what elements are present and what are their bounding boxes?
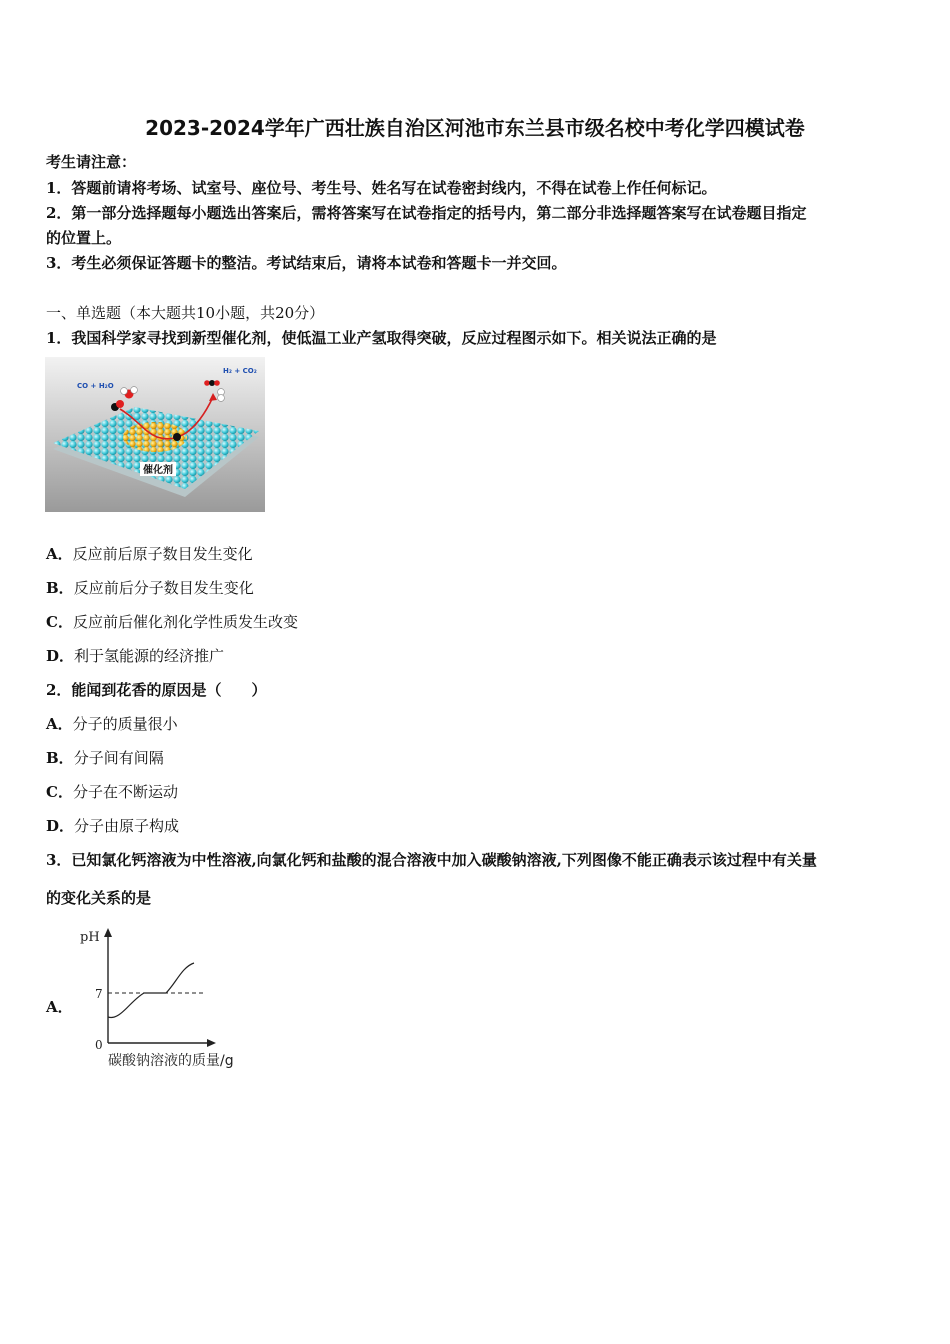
question-1-option-a[interactable]: [46, 543, 253, 564]
question-2-option-b[interactable]: [46, 747, 164, 768]
notice-item: 1．答题前请将考场、试室号、座位号、考生号、姓名写在试卷密封线内，不得在试卷上作任何标记。: [46, 179, 717, 197]
x-axis-arrow-icon: [207, 1039, 216, 1047]
question-3-stem-continued: 的变化关系的是: [46, 889, 152, 907]
option-text: 分子间有间隔: [73, 749, 164, 767]
oxygen-atom: [116, 400, 124, 408]
option-label: C．: [46, 783, 73, 801]
question-1-option-c[interactable]: [46, 611, 298, 632]
page-title: 2023-2024学年广西壮族自治区河池市东兰县市级名校中考化学四模试卷: [145, 116, 805, 140]
option-text: 分子由原子构成: [74, 817, 180, 835]
origin-label: 0: [95, 1038, 103, 1052]
option-label: A．: [46, 715, 73, 733]
option-text: 利于氢能源的经济推广: [74, 647, 225, 665]
reactants-label: CO + H₂O: [77, 382, 114, 390]
option-text: 分子的质量很小: [72, 715, 178, 733]
carbon-atom: [173, 433, 181, 441]
question-2-option-d[interactable]: [46, 815, 179, 836]
question-3-option-a-label[interactable]: A．: [46, 998, 73, 1016]
option-text: 反应前后分子数目发生变化: [73, 579, 254, 597]
hydrogen-atom: [218, 395, 225, 402]
option-text: 反应前后原子数目发生变化: [72, 545, 253, 563]
ph-curve: [108, 963, 194, 1018]
option-text: 分子在不断运动: [72, 783, 178, 801]
question-2-stem: 2．能闻到花香的原因是（ ）: [46, 681, 267, 699]
option-label: B．: [46, 579, 74, 597]
option-label: D．: [46, 817, 75, 835]
hydrogen-atom: [121, 388, 128, 395]
notice-item: 2．第一部分选择题每小题选出答案后，需将答案写在试卷指定的括号内，第二部分非选择题答案写在试卷题目指定: [46, 204, 807, 222]
option-label: A．: [46, 545, 73, 563]
ph-graph: [78, 925, 278, 1075]
oxygen-atom: [214, 380, 220, 386]
option-label: B．: [46, 749, 74, 767]
y-axis-arrow-icon: [104, 928, 112, 937]
notice-heading: 考生请注意：: [46, 153, 137, 171]
question-2-option-c[interactable]: [46, 781, 178, 802]
question-2-option-a[interactable]: [46, 713, 178, 734]
notice-item: 的位置上。: [46, 229, 122, 247]
y-axis-label: pH: [80, 930, 100, 945]
option-label: C．: [46, 613, 73, 631]
y-tick-label: 7: [95, 987, 103, 1001]
notice-item: 3．考生必须保证答题卡的整洁。考试结束后，请将本试卷和答题卡一并交回。: [46, 254, 567, 272]
question-1-option-b[interactable]: [46, 577, 254, 598]
question-1-option-d[interactable]: [46, 645, 224, 666]
catalyst-label: 催化剂: [143, 465, 173, 476]
section-heading: 一、单选题（本大题共10小题，共20分）: [46, 304, 325, 322]
oxygen-atom: [204, 380, 210, 386]
option-label: D．: [46, 647, 75, 665]
catalyst-reaction-figure: [45, 357, 265, 512]
products-label: H₂ + CO₂: [223, 367, 257, 375]
question-1-stem: 1．我国科学家寻找到新型催化剂，使低温工业产氢取得突破，反应过程图示如下。相关说法正确的是: [46, 329, 717, 347]
carbon-atom: [209, 380, 215, 386]
hydrogen-atom: [131, 387, 138, 394]
option-text: 反应前后催化剂化学性质发生改变: [72, 613, 298, 631]
x-axis-label: 碳酸钠溶液的质量/g: [108, 1053, 234, 1069]
question-3-stem: 3．已知氯化钙溶液为中性溶液,向氯化钙和盐酸的混合溶液中加入碳酸钠溶液,下列图像不能正确表示该过程中有关量: [46, 851, 817, 869]
